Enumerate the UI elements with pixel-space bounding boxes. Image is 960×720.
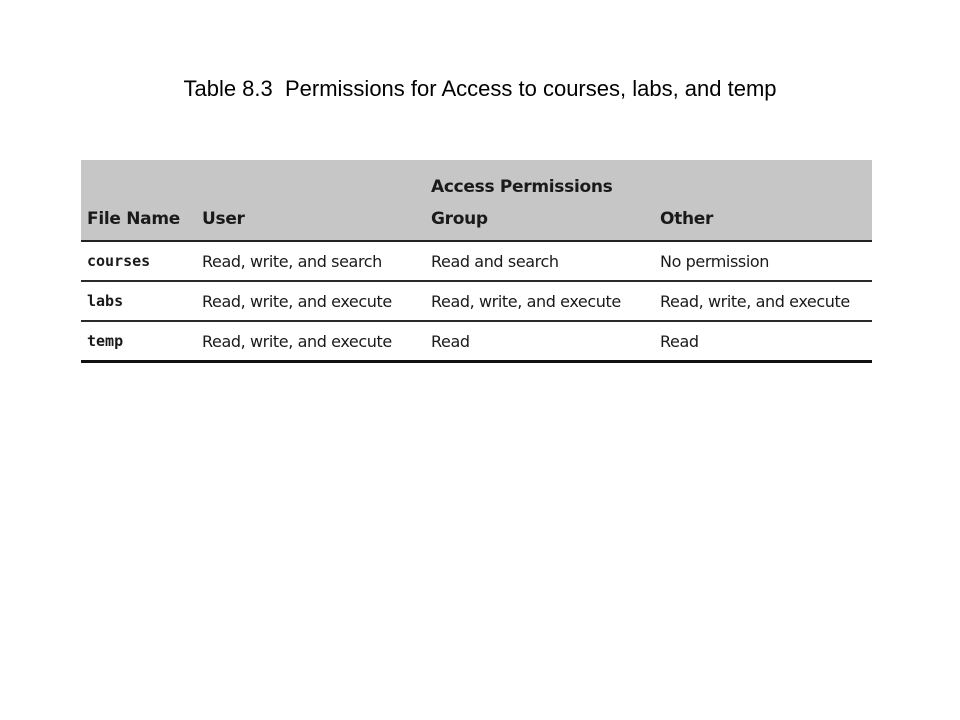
group-permission-cell: Read, write, and execute bbox=[425, 281, 654, 321]
column-header-other: Other bbox=[654, 202, 872, 241]
access-permissions-header: Access Permissions bbox=[425, 160, 872, 202]
group-permission-cell: Read and search bbox=[425, 241, 654, 281]
table-header-row bbox=[81, 202, 872, 241]
table-row bbox=[81, 281, 872, 321]
user-permission-cell: Read, write, and execute bbox=[196, 281, 425, 321]
column-header-group: Group bbox=[425, 202, 654, 241]
table-row bbox=[81, 321, 872, 362]
permissions-table bbox=[81, 160, 872, 363]
column-header-file-name: File Name bbox=[81, 202, 196, 241]
table-caption: Table 8.3 Permissions for Access to courses, labs, and temp bbox=[183, 76, 777, 101]
header-spacer bbox=[196, 160, 425, 202]
file-name-cell: courses bbox=[81, 241, 196, 281]
table-row bbox=[81, 241, 872, 281]
group-permission-cell: Read bbox=[425, 321, 654, 362]
file-name-cell: temp bbox=[81, 321, 196, 362]
user-permission-cell: Read, write, and search bbox=[196, 241, 425, 281]
file-name-cell: labs bbox=[81, 281, 196, 321]
other-permission-cell: No permission bbox=[654, 241, 872, 281]
other-permission-cell: Read, write, and execute bbox=[654, 281, 872, 321]
header-spacer bbox=[81, 160, 196, 202]
column-header-user: User bbox=[196, 202, 425, 241]
user-permission-cell: Read, write, and execute bbox=[196, 321, 425, 362]
other-permission-cell: Read bbox=[654, 321, 872, 362]
table-group-header-row bbox=[81, 160, 872, 202]
